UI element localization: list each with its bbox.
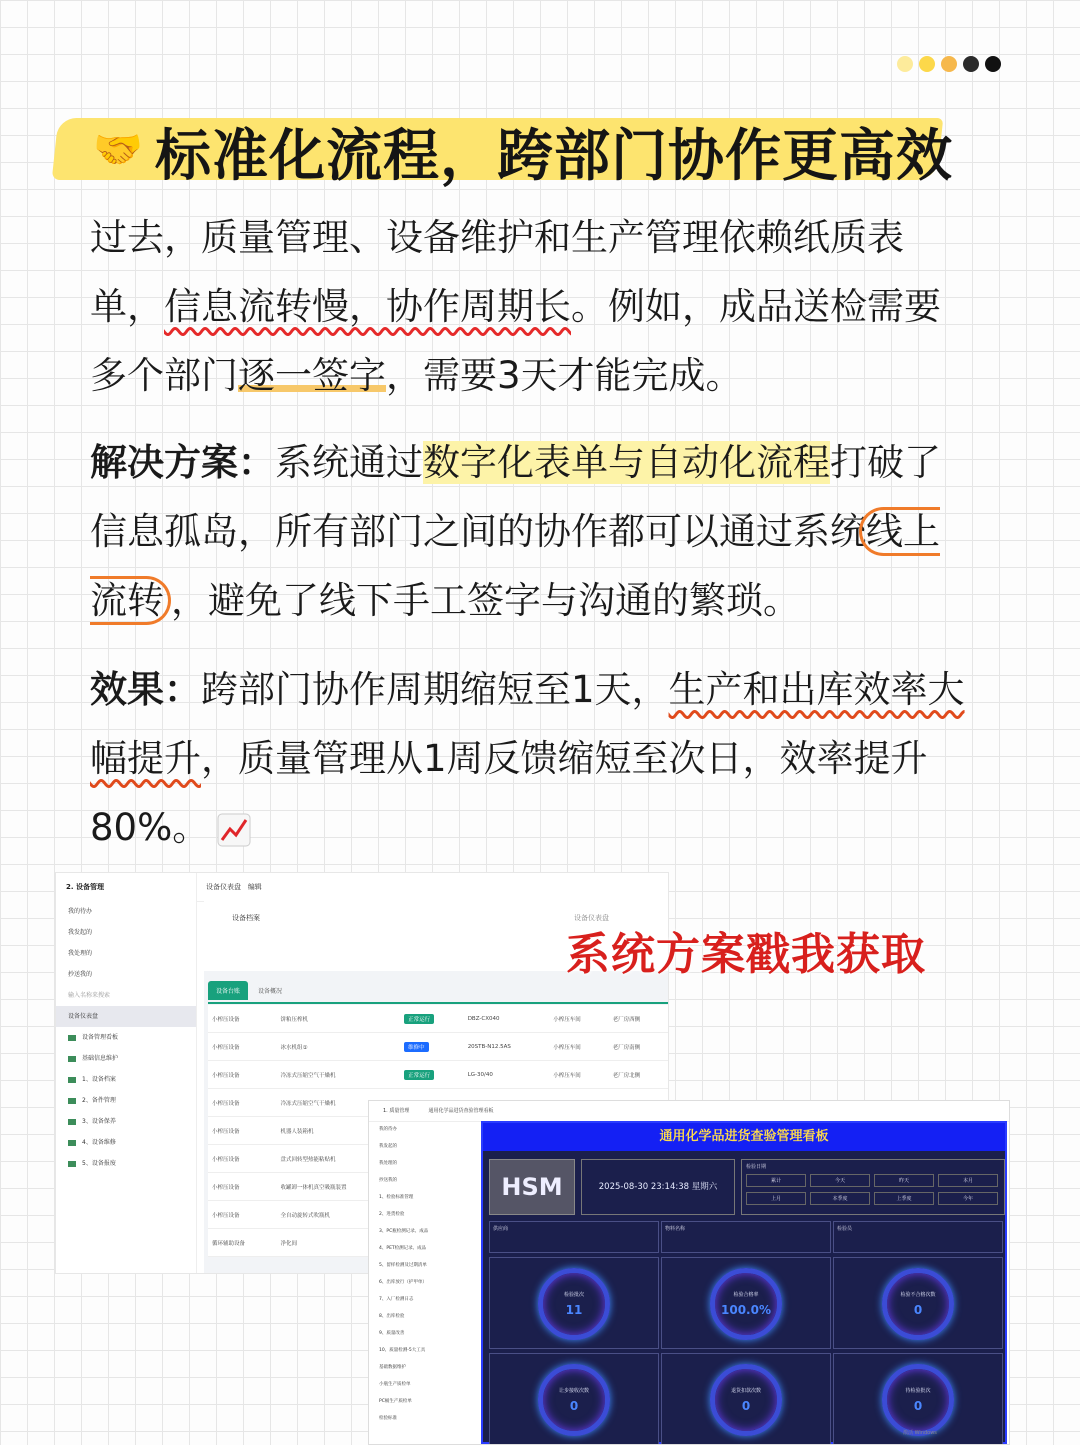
table-cell: 小榨压设备	[208, 1145, 277, 1173]
table-cell	[400, 1061, 464, 1089]
period-selector	[741, 1159, 1005, 1215]
quality-sidebar-title[interactable]: 1. 质量管理	[383, 1108, 410, 1114]
gauge-label: 待检验批次	[905, 1388, 931, 1394]
table-cell: 盘式回转型热能粘贴机	[277, 1145, 401, 1173]
table-cell: DBZ-CX040	[464, 1005, 550, 1033]
sidebar-item[interactable]: 10、质量检测-5大工具	[379, 1348, 426, 1353]
sidebar-item[interactable]: 4、PET检测记录、成品	[379, 1246, 427, 1251]
tree-item[interactable]	[56, 1069, 196, 1090]
sidebar-item[interactable]: 6、出库放行（护甲单）	[379, 1280, 427, 1285]
p2-text-2: 打破了信息孤岛，所有部门之间的协作都可以通过系统	[90, 441, 941, 553]
sidebar-item-todo[interactable]: 我的待办	[68, 908, 93, 915]
period-cell[interactable]: 累计	[746, 1174, 806, 1187]
tab-overview[interactable]: 设备概况	[257, 988, 282, 995]
page-dots	[897, 56, 1001, 72]
table-cell: 冰水机组①	[277, 1033, 401, 1061]
tab-underline	[208, 1002, 668, 1004]
table-cell	[400, 1005, 464, 1033]
handshake-icon: 🤝	[93, 127, 143, 173]
company-logo: HSM	[489, 1159, 575, 1215]
period-cell[interactable]: 本季度	[810, 1192, 870, 1205]
p1-text-2: 。例如，成品送检需要多个部门	[90, 285, 941, 397]
table-cell: 小榨压设备	[208, 1201, 277, 1229]
table-cell: 全自动旋转式吹瓶机	[277, 1201, 401, 1229]
quality-dashboard-screenshot	[368, 1100, 1010, 1445]
dot-3	[941, 56, 957, 72]
gauge-value: 11	[565, 1303, 583, 1317]
gauge-label: 退货扣款次数	[730, 1388, 761, 1394]
status-badge: 正常运行	[404, 1070, 434, 1080]
period-cell[interactable]: 今天	[810, 1174, 870, 1187]
period-cell[interactable]: 昨天	[874, 1174, 934, 1187]
gauge-label: 检验合格率	[733, 1292, 759, 1298]
p1-text-3: ，需要3天才能完成。	[386, 354, 743, 397]
paragraph-solution	[90, 428, 970, 635]
filter-panel	[661, 1221, 831, 1253]
quality-topbar	[369, 1101, 1009, 1122]
tree-label: 2、备件管理	[82, 1097, 116, 1104]
sidebar-item[interactable]: 1、检验标准管理	[379, 1195, 414, 1200]
table-cell: 循环辅助设备	[208, 1229, 277, 1257]
paragraph-background	[90, 203, 970, 410]
folder-icon	[68, 1077, 76, 1083]
sidebar-item[interactable]: 基础数据维护	[379, 1365, 406, 1370]
device-sidebar-title[interactable]: 2. 设备管理	[66, 883, 104, 891]
table-cell: 20STB-N12.5AS	[464, 1033, 550, 1061]
tree-label: 3、设备保养	[82, 1118, 116, 1125]
filter-panel	[833, 1221, 1003, 1253]
tree-label: 基础信息维护	[82, 1055, 119, 1062]
topbar-title: 设备仪表盘	[206, 883, 241, 891]
p3-text-1: 跨部门协作周期缩短至1天，	[201, 668, 669, 711]
tree-item[interactable]	[56, 1027, 196, 1048]
gauge-ring	[710, 1364, 782, 1436]
tree-item[interactable]	[56, 1153, 196, 1174]
table-cell: LG-30/40	[464, 1061, 550, 1089]
p1-text-1: 过去，质量管理、设备维护和生产管理依赖纸质表单，	[90, 216, 904, 328]
gauge-panel	[661, 1257, 831, 1349]
sidebar-item-cc[interactable]: 抄送我的	[68, 971, 93, 978]
gauge-value: 0	[569, 1399, 579, 1413]
table-cell	[400, 1033, 464, 1061]
tree-item[interactable]	[56, 1132, 196, 1153]
table-cell: 冷冻式压缩空气干燥机	[277, 1089, 401, 1117]
filter-panel	[489, 1221, 659, 1253]
tree-item[interactable]	[56, 1090, 196, 1111]
gauge-value: 0	[913, 1399, 923, 1413]
table-cell: 冷冻式压缩空气干燥机	[277, 1061, 401, 1089]
table-cell: 小榨压设备	[208, 1005, 277, 1033]
gauge-ring	[538, 1364, 610, 1436]
gauge-ring	[882, 1268, 954, 1340]
sidebar-item[interactable]: 我发起的	[379, 1144, 397, 1149]
gauge-label: 让步接收次数	[558, 1388, 589, 1394]
gauge-value: 0	[913, 1303, 923, 1317]
table-cell: 小榨压设备	[208, 1061, 277, 1089]
status-badge: 正常运行	[404, 1014, 434, 1024]
sidebar-item[interactable]: 抄送我的	[379, 1178, 397, 1183]
table-cell: 小榨压设备	[208, 1089, 277, 1117]
p2-circled: 线上流转	[90, 507, 940, 625]
p2-text-3: ，避免了线下手工签字与沟通的繁琐。	[171, 579, 800, 622]
quality-sidebar	[369, 1121, 477, 1444]
windows-watermark: 激活 Windows	[903, 1430, 937, 1436]
gauge-value: 100.0%	[721, 1303, 771, 1317]
gauge-ring	[710, 1268, 782, 1340]
period-cell[interactable]: 本月	[938, 1174, 998, 1187]
sidebar-item[interactable]: 5、留样检测及过期清单	[379, 1263, 427, 1268]
table-cell: 老厂房南侧	[609, 1033, 668, 1061]
title-banner	[55, 108, 953, 190]
table-row[interactable]	[208, 1005, 668, 1033]
paragraph-effect	[90, 655, 970, 862]
kanban-title: 通用化学品进货查验管理看板	[483, 1123, 1005, 1151]
dot-2	[919, 56, 935, 72]
sidebar-item-selected[interactable]: 设备仪表盘	[56, 1006, 196, 1027]
folder-icon	[68, 1161, 76, 1167]
edit-button[interactable]: 编辑	[247, 883, 262, 891]
sidebar-item-handled[interactable]: 我处理的	[68, 950, 93, 957]
gauge-panel	[661, 1353, 831, 1445]
sidebar-item[interactable]: 小瓶生产质检单	[379, 1382, 411, 1387]
period-cell[interactable]: 上月	[746, 1192, 806, 1205]
table-cell: 饼粕压榨机	[277, 1005, 401, 1033]
card-title: 设备档案	[232, 914, 260, 922]
device-topbar	[196, 873, 668, 902]
table-cell: 小榨压车间	[549, 1005, 608, 1033]
p1-marker-underline: 逐一签字	[238, 354, 386, 397]
gauge-panel	[489, 1257, 659, 1349]
solution-label: 解决方案：	[90, 441, 275, 484]
page-title: 标准化流程，跨部门协作更高效	[155, 124, 953, 189]
p2-text-1: 系统通过	[275, 441, 423, 484]
sidebar-item[interactable]: 检验标准	[379, 1416, 397, 1421]
period-cell[interactable]: 上季度	[874, 1192, 934, 1205]
table-cell: 收罐卸一体机真空吸瓶装置	[277, 1173, 401, 1201]
p3-text-2: ，质量管理从1周反馈缩短至次日，效率提升80%。	[90, 737, 928, 849]
table-cell: 老厂房西侧	[609, 1005, 668, 1033]
datetime-display: 2025-08-30 23:14:38 星期六	[581, 1159, 735, 1215]
folder-icon	[68, 1035, 76, 1041]
gauge-value: 0	[741, 1399, 751, 1413]
folder-icon	[68, 1056, 76, 1062]
folder-icon	[68, 1119, 76, 1125]
panel-title: 物料名称	[665, 1226, 686, 1232]
period-label: 检验日期	[746, 1164, 767, 1170]
p3-wavy-underline: 生产和出库效率大幅提升	[90, 668, 965, 780]
sidebar-item[interactable]: 8、出库检验	[379, 1314, 405, 1319]
device-tabs	[208, 981, 668, 1003]
tab-ledger[interactable]: 设备台账	[208, 981, 248, 1000]
quality-topbar-title: 通用化学品进货查验管理看板	[428, 1108, 494, 1114]
p1-wavy-underline: 信息流转慢，协作周期长	[164, 285, 571, 328]
gauge-panel	[833, 1257, 1003, 1349]
sidebar-item[interactable]: 2、进货检验	[379, 1212, 405, 1217]
gauge-ring	[538, 1268, 610, 1340]
tree-label: 设备管理看板	[82, 1034, 119, 1041]
panel-title: 检验员	[837, 1226, 853, 1232]
device-sidebar	[56, 873, 197, 1273]
table-cell: 机器人装箱机	[277, 1117, 401, 1145]
status-badge: 维修中	[404, 1042, 429, 1052]
cta-text[interactable]: 系统方案戳我获取	[566, 929, 926, 980]
gauge-label: 检验不合格次数	[900, 1292, 936, 1298]
sidebar-item[interactable]: 我处理的	[379, 1161, 397, 1166]
dot-4	[963, 56, 979, 72]
folder-icon	[68, 1098, 76, 1104]
chart-increasing-icon	[217, 813, 251, 847]
sidebar-item[interactable]: 3、PC瓶检测记录、成品	[379, 1229, 429, 1234]
kanban-board	[481, 1121, 1007, 1444]
tree-item[interactable]	[56, 1048, 196, 1069]
table-cell: 老厂房北侧	[609, 1061, 668, 1089]
table-cell: 小榨压设备	[208, 1033, 277, 1061]
folder-icon	[68, 1140, 76, 1146]
tree-item[interactable]	[56, 1111, 196, 1132]
table-row[interactable]	[208, 1061, 668, 1089]
dot-5	[985, 56, 1001, 72]
table-cell: 小榨压设备	[208, 1173, 277, 1201]
panel-title: 供应商	[493, 1226, 509, 1232]
sidebar-item[interactable]: 7、入厂检测日志	[379, 1297, 414, 1302]
table-cell: 净化间	[277, 1229, 401, 1257]
tree-label: 4、设备维修	[82, 1139, 116, 1146]
gauge-label: 检验批次	[563, 1292, 584, 1298]
tree-label: 1、设备档案	[82, 1076, 116, 1083]
gauge-ring	[882, 1364, 954, 1436]
table-cell: 小榨压车间	[549, 1033, 608, 1061]
effect-label: 效果：	[90, 668, 201, 711]
gauge-panel	[489, 1353, 659, 1445]
table-cell: 小榨压设备	[208, 1117, 277, 1145]
sidebar-item[interactable]: PC桶生产质检单	[379, 1399, 412, 1404]
table-cell: 小榨压车间	[549, 1061, 608, 1089]
tree-label: 5、设备报废	[82, 1160, 116, 1167]
card-breadcrumb: 设备仪表盘	[574, 914, 609, 922]
sidebar-item[interactable]: 9、质量改善	[379, 1331, 405, 1336]
dot-1	[897, 56, 913, 72]
period-cell[interactable]: 今年	[938, 1192, 998, 1205]
table-row[interactable]	[208, 1033, 668, 1061]
sidebar-item-started[interactable]: 我发起的	[68, 929, 93, 936]
sidebar-search-input[interactable]: 输入名称来搜索	[68, 992, 111, 999]
sidebar-item[interactable]: 我的待办	[379, 1127, 397, 1132]
p2-highlight: 数字化表单与自动化流程	[423, 441, 830, 484]
